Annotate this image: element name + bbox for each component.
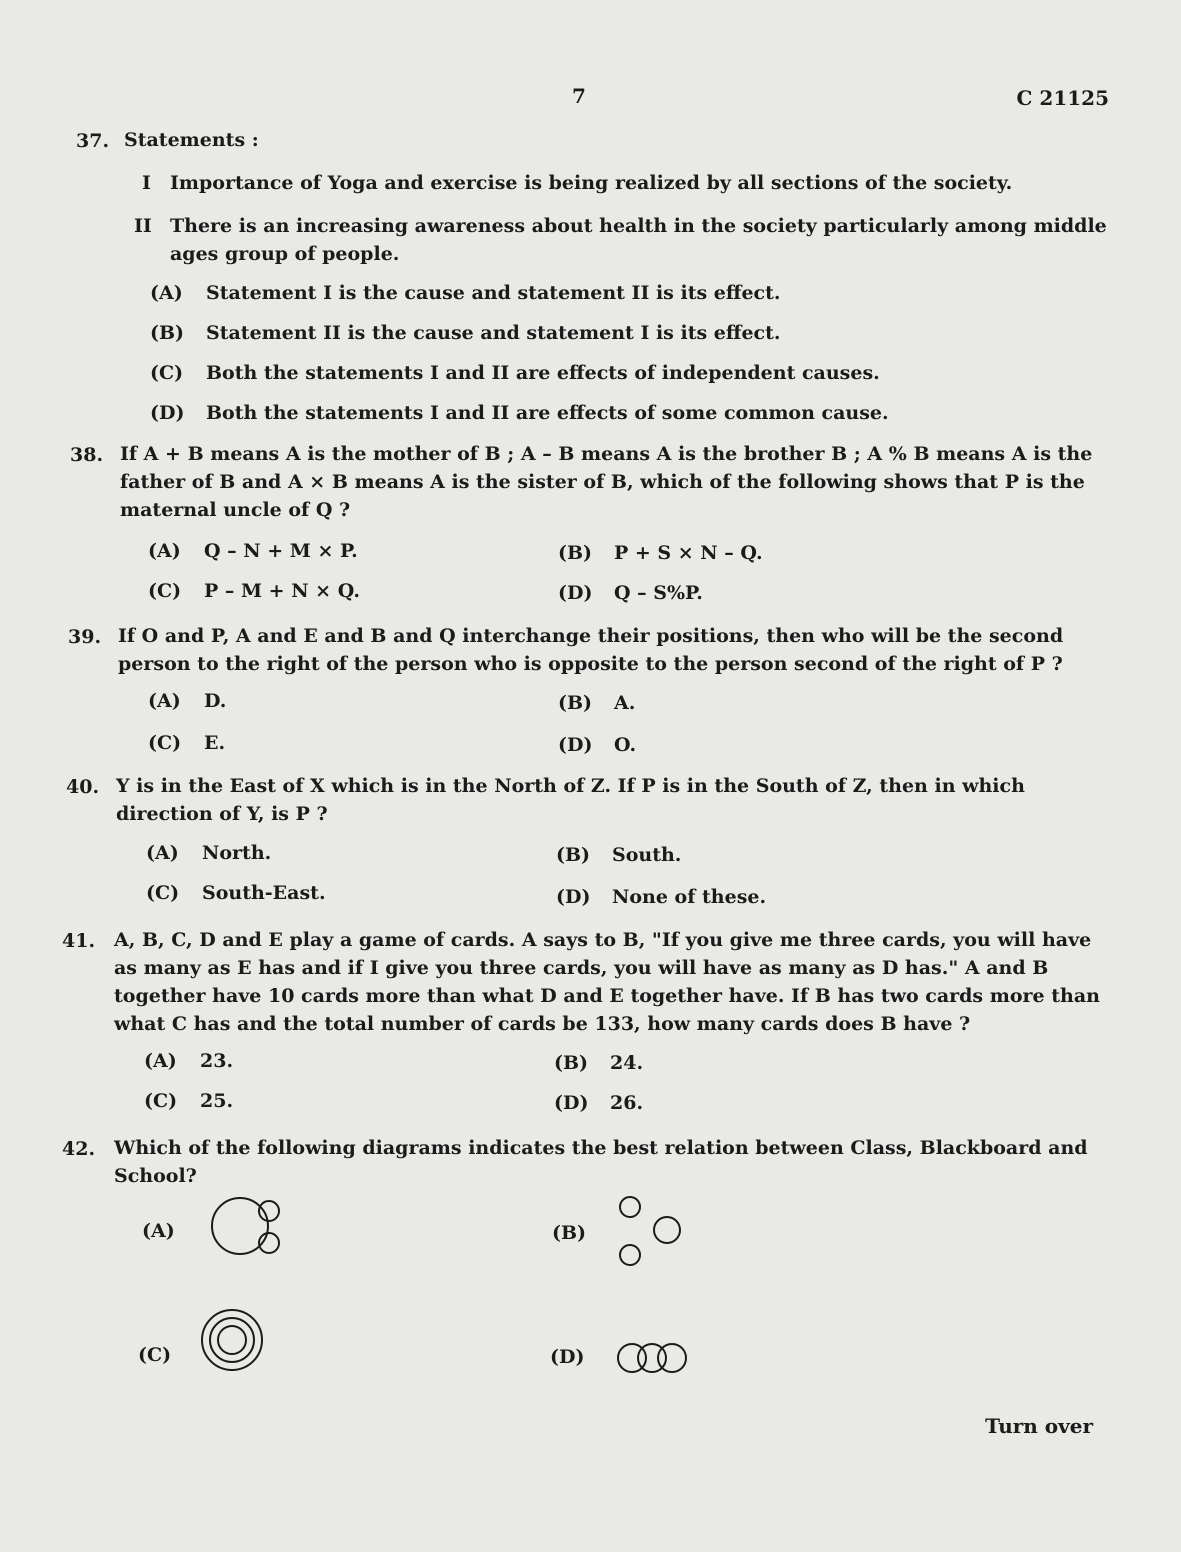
option-label: (C) (148, 732, 182, 754)
statement-label: I (142, 172, 151, 194)
statement-text: There is an increasing awareness about health in the society particularly among middle ages group of people. (170, 215, 1107, 265)
option-b[interactable] (556, 844, 681, 866)
option-text: 24. (610, 1052, 644, 1074)
option-label: (A) (142, 1220, 175, 1242)
option-d[interactable] (554, 1092, 643, 1114)
option-text: South-East. (202, 882, 326, 904)
statement-text: Importance of Yoga and exercise is being realized by all sections of the society. (170, 172, 1013, 194)
option-text: North. (202, 842, 272, 864)
option-c[interactable] (148, 580, 360, 602)
option-text: Q – S%P. (614, 582, 703, 604)
option-label: (D) (556, 886, 591, 908)
option-d[interactable] (556, 886, 766, 908)
diagram-a (204, 1194, 288, 1260)
question-number: 40. (66, 776, 100, 798)
option-text: P + S × N – Q. (614, 542, 763, 564)
diagram-b (612, 1192, 692, 1268)
option-d[interactable] (558, 734, 636, 756)
option-c[interactable] (148, 732, 225, 754)
option-a[interactable] (148, 540, 358, 562)
option-label: (C) (144, 1090, 178, 1112)
option-d[interactable] (150, 402, 889, 424)
option-label: (B) (558, 692, 593, 714)
option-label: (D) (558, 582, 593, 604)
option-text: D. (204, 690, 227, 712)
option-label: (C) (148, 580, 182, 602)
option-b[interactable] (558, 542, 763, 564)
option-b[interactable] (554, 1052, 643, 1074)
question-text: Y is in the East of X which is in the North of Z. If P is in the South of Z, then in which direction of Y, is P ? (116, 775, 1025, 825)
option-label: (A) (150, 282, 183, 304)
option-a[interactable] (148, 690, 226, 712)
option-b[interactable] (552, 1222, 608, 1244)
option-a[interactable] (150, 282, 781, 304)
option-a[interactable] (142, 1220, 198, 1242)
question-number: 41. (62, 930, 96, 952)
option-label: (D) (554, 1092, 589, 1114)
question-number: 42. (62, 1138, 96, 1160)
question-text: If A + B means A is the mother of B ; A – B means A is the brother B ; A % B means A is the father of B and A × B means A is the sister of B, which of the following shows that P is the maternal uncle of Q ? (120, 443, 1093, 521)
paper-code: C 21125 (1016, 86, 1109, 110)
option-label: (D) (150, 402, 185, 424)
option-text: South. (612, 844, 682, 866)
option-text: Q – N + M × P. (204, 540, 358, 562)
option-text: Both the statements I and II are effects of independent causes. (206, 362, 880, 384)
option-label: (A) (144, 1050, 177, 1072)
option-text: A. (614, 692, 636, 714)
turn-over-note: Turn over (985, 1414, 1093, 1438)
question-text: A, B, C, D and E play a game of cards. A says to B, "If you give me three cards, you will have as many as E has and if I give you three cards, you will have as many as D has." A and B together have 10 cards more than what D and E together have. If B has two cards more than what C has and the total number of cards be 133, how many cards does B have ? (114, 929, 1100, 1035)
question-title: Statements : (124, 129, 259, 151)
option-b[interactable] (558, 692, 635, 714)
option-label: (D) (558, 734, 593, 756)
option-label: (B) (552, 1222, 587, 1244)
page-number: 7 (572, 84, 586, 108)
option-label: (B) (150, 322, 185, 344)
option-text: P – M + N × Q. (204, 580, 360, 602)
option-text: O. (614, 734, 637, 756)
option-a[interactable] (146, 842, 271, 864)
option-c[interactable] (146, 882, 326, 904)
option-d[interactable] (558, 582, 703, 604)
option-c[interactable] (150, 362, 880, 384)
question-number: 38. (70, 444, 104, 466)
question-number: 37. (76, 130, 110, 152)
question-text: If O and P, A and E and B and Q interchange their positions, then who will be the second person to the right of the person who is opposite to the person second of the right of P ? (118, 625, 1064, 675)
diagram-d (612, 1338, 692, 1378)
option-text: None of these. (612, 886, 767, 908)
option-text: Statement I is the cause and statement II is its effect. (206, 282, 781, 304)
option-c[interactable] (138, 1344, 194, 1366)
option-b[interactable] (150, 322, 781, 344)
option-label: (A) (148, 540, 181, 562)
option-label: (C) (138, 1344, 172, 1366)
option-text: Both the statements I and II are effects of some common cause. (206, 402, 889, 424)
option-label: (B) (554, 1052, 589, 1074)
option-text: Statement II is the cause and statement I is its effect. (206, 322, 781, 344)
option-text: E. (204, 732, 226, 754)
option-label: (B) (556, 844, 591, 866)
diagram-c (198, 1306, 268, 1376)
statement-2 (134, 212, 1114, 268)
option-d[interactable] (550, 1346, 606, 1368)
option-label: (C) (146, 882, 180, 904)
statement-label: II (134, 215, 152, 237)
option-a[interactable] (144, 1050, 233, 1072)
option-text: 25. (200, 1090, 234, 1112)
option-label: (A) (146, 842, 179, 864)
statement-1 (142, 172, 1012, 194)
option-label: (A) (148, 690, 181, 712)
question-number: 39. (68, 626, 102, 648)
question-text: Which of the following diagrams indicates the best relation between Class, Blackboard and School? (114, 1137, 1088, 1187)
option-label: (D) (550, 1346, 585, 1368)
option-text: 26. (610, 1092, 644, 1114)
option-label: (B) (558, 542, 593, 564)
option-label: (C) (150, 362, 184, 384)
option-text: 23. (200, 1050, 234, 1072)
option-c[interactable] (144, 1090, 233, 1112)
